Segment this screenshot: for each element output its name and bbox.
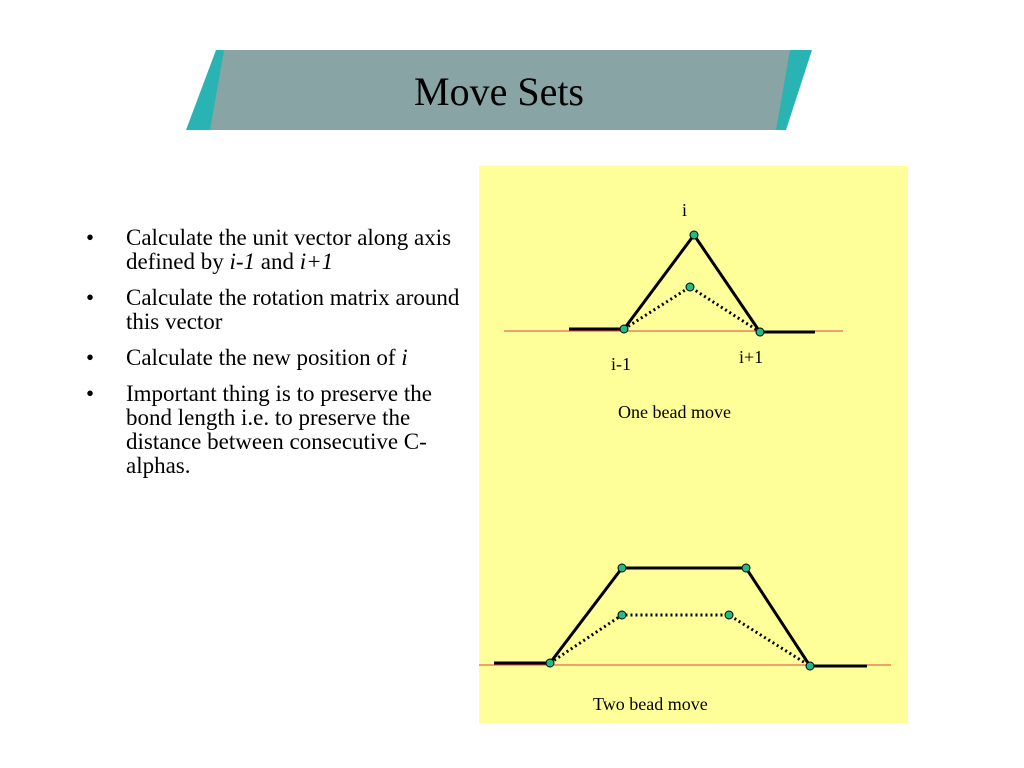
two-bead-original-bonds (550, 568, 810, 666)
bullet-item (86, 226, 471, 274)
bullet-dot-icon: • (86, 345, 95, 370)
bead-i-original (690, 231, 698, 239)
one-bead-caption: One bead move (618, 402, 731, 422)
move-diagram (479, 166, 908, 723)
bullet-text (126, 225, 451, 274)
one-bead-moved-bonds (624, 287, 760, 332)
bullet-text-run: Important thing is to preserve the bond length i.e. to preserve the distance between consecutive C-alphas. (126, 381, 432, 478)
page-title: Move Sets (414, 69, 584, 114)
bead-i-plus-1 (756, 328, 764, 336)
bullet-text-run: and (255, 249, 300, 274)
move-diagram-panel (479, 166, 908, 723)
title-banner (186, 50, 812, 130)
bead-end (806, 662, 814, 670)
two-bead-caption: Two bead move (593, 694, 708, 714)
bullet-dot-icon: • (86, 381, 95, 406)
bullet-text (126, 345, 408, 370)
bead-b-original (742, 564, 750, 572)
bullet-item (86, 382, 471, 478)
label-i-plus-1: i+1 (739, 347, 764, 367)
bead-i-minus-1 (620, 325, 628, 333)
bead-i-moved (686, 283, 694, 291)
label-i: i (682, 200, 688, 220)
bullet-text-run: Calculate the rotation matrix around this vector (126, 285, 460, 334)
bullet-text-run: Calculate the new position of (126, 345, 402, 370)
label-i-minus-1: i-1 (611, 354, 631, 374)
bullet-text-run: Calculate the unit vector along axis defined by (126, 225, 452, 274)
two-bead-moved-bonds (550, 615, 810, 666)
bead-start (546, 659, 554, 667)
bullet-dot-icon: • (86, 225, 95, 250)
two-bead-move-figure (479, 564, 891, 670)
bullet-text (126, 381, 432, 478)
one-bead-move-figure (504, 231, 843, 336)
bullet-text-run: i+1 (299, 249, 334, 274)
bead-a-moved (618, 611, 626, 619)
bullet-item (86, 286, 471, 334)
bead-b-moved (725, 611, 733, 619)
bullet-text (126, 285, 459, 334)
bullet-list (86, 226, 471, 490)
bead-a-original (618, 564, 626, 572)
bullet-dot-icon: • (86, 285, 95, 310)
bullet-text-run: i (401, 345, 408, 370)
bullet-text-run: i-1 (229, 249, 256, 274)
bullet-item (86, 346, 471, 370)
